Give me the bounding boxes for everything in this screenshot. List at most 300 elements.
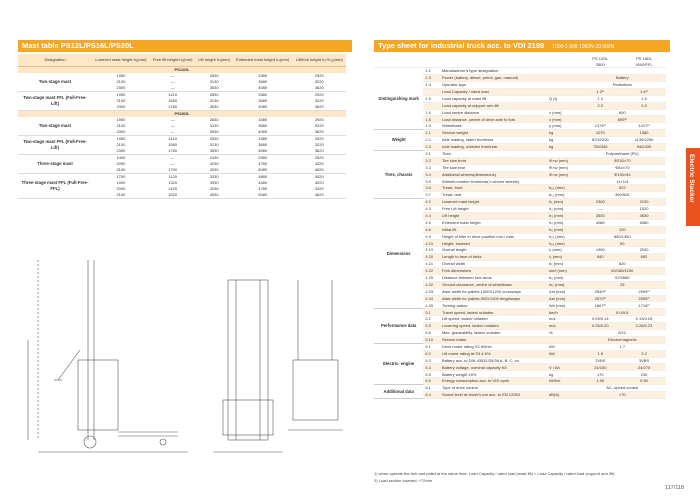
row-description: Tire size,front — [440, 157, 547, 164]
mast-cell: 2100 — [92, 192, 150, 199]
value-a: 870/2200 — [579, 137, 622, 144]
mast-cell: 2520 — [314, 155, 324, 161]
row-unit: kg — [547, 143, 579, 150]
model-header — [622, 56, 666, 68]
mast-cell: 1320 — [168, 180, 178, 186]
row-number: 5.1 — [423, 309, 440, 316]
mast-section-name: PS16DL — [18, 111, 346, 118]
mast-cell: 4080 — [233, 129, 293, 136]
row-number: 4.34 — [423, 295, 440, 302]
mast-cell: 4080 — [233, 148, 293, 155]
row-description: Tread, front — [440, 185, 547, 192]
mast-cell: 2000 — [116, 186, 126, 192]
row-number: 5.10 — [423, 336, 440, 343]
mast-cell: 2100 — [116, 142, 126, 148]
value-a: 600 — [579, 109, 666, 116]
value-b: 892 — [622, 254, 666, 261]
value-a: 2572²⁾ — [579, 295, 622, 302]
mast-cell: 4620 — [293, 192, 346, 199]
row-number: 4.33 — [423, 288, 440, 295]
row-number: 3.7 — [423, 192, 440, 199]
mast-cell: 5080 — [233, 167, 293, 174]
category-label: Additional data — [374, 385, 423, 399]
value-b: 2555²⁾ — [622, 295, 666, 302]
mast-cell: 2190 — [92, 167, 150, 174]
value-a: 1.2¹⁾ — [579, 88, 622, 95]
row-unit — [547, 178, 579, 185]
row-unit: kW — [547, 350, 579, 357]
row-description: Tire size,rear — [440, 164, 547, 171]
row-number: 3.4 — [423, 171, 440, 178]
mast-table-banner — [18, 40, 352, 52]
mast-cell: 1900 — [116, 180, 126, 186]
row-number: 4.5 — [423, 219, 440, 226]
row-number: 6.5 — [423, 371, 440, 378]
mast-cell: 2920 — [314, 92, 324, 98]
value-b: 2.0 — [622, 102, 666, 109]
mast-cell: 2100 — [116, 98, 126, 104]
mast-cell: 2430 — [209, 155, 219, 161]
mast-cell: 3130 — [209, 123, 219, 129]
mast-cell: 4530 — [195, 192, 232, 199]
mast-cell: 3130 — [209, 142, 219, 148]
value-a: 2.0 — [579, 102, 622, 109]
side-tab — [686, 148, 700, 226]
mast-cell: 3220 — [314, 98, 324, 104]
mast-cell: 2830 — [209, 136, 219, 142]
table-row — [374, 343, 666, 350]
row-description: Lift motor rating at S3 4.5% — [440, 350, 547, 357]
mast-cell: — — [170, 161, 175, 167]
row-description: Load capacity at mast lift — [440, 95, 547, 102]
row-description: Fork dimensions — [440, 268, 547, 275]
row-unit: x (mm) — [547, 116, 579, 123]
mast-cell: 3220 — [314, 123, 324, 129]
row-description: Axle loading, unladen front/rear — [440, 143, 547, 150]
row-number: 4.19 — [423, 247, 440, 254]
category-label: Performance data — [374, 309, 423, 343]
type-sheet-subtitle: 1000-1,998 1000N-20,000N — [552, 44, 615, 50]
value-a: 1x+1/4 — [579, 178, 666, 185]
row-unit: b₁₁ (mm) — [547, 192, 579, 199]
category-label: Dimensions — [374, 199, 423, 309]
row-number: 4.9 — [423, 233, 440, 240]
row-number: 1.6 — [423, 109, 440, 116]
row-description: Lift height — [440, 212, 547, 219]
value-a: 1.5 — [579, 350, 622, 357]
mast-cell: 4530 — [195, 167, 232, 174]
mast-cell: 2300 — [92, 104, 150, 111]
row-unit: y (mm) — [547, 123, 579, 130]
mast-cell: 5080 — [233, 192, 293, 199]
mast-cell: 1420 — [168, 186, 178, 192]
mast-table-title: Mast table PS12L/PS16L/PS20L — [22, 41, 134, 50]
value-b: 2100 — [622, 199, 666, 206]
row-description: Height of tiller in drive position min./ max. — [440, 233, 547, 240]
value-a: 25 — [579, 281, 666, 288]
mast-header-cell: Lift height h₃(mm) — [195, 54, 232, 67]
row-description: Aisle width for pallets 1000X1200 crossways — [440, 288, 547, 295]
value-a: 522 — [579, 185, 666, 192]
row-unit: h₁₃ (mm) — [547, 240, 579, 247]
mast-cell: 3380 — [258, 73, 268, 79]
mast-header-cell: Free lift height h₂(mm) — [150, 54, 196, 67]
row-unit — [547, 336, 579, 343]
value-b: 3.2 — [622, 350, 666, 357]
mast-cell: 1760 — [150, 104, 196, 111]
value-b: 1.6¹⁾ — [622, 88, 666, 95]
mast-cell: 3530 — [195, 85, 232, 92]
row-unit — [547, 357, 579, 364]
row-unit: V / Ah — [547, 364, 579, 371]
row-description: Load capacity at support arm lift — [440, 102, 547, 109]
mast-cell: 1560 — [168, 98, 178, 104]
mast-group-label: Two-stage mast FFL (Full-Free-Lift) — [18, 136, 92, 155]
mast-cell: — — [170, 155, 175, 161]
mast-header-cell: Extended mast height h₄(mm) — [233, 54, 293, 67]
mast-cell: 4480 — [258, 180, 268, 186]
row-number: 4.21 — [423, 261, 440, 268]
value-a: 1.00 — [579, 378, 622, 385]
value-a: 120 — [579, 226, 666, 233]
mast-cell: 3530 — [195, 104, 232, 111]
row-number: 6.1 — [423, 343, 440, 350]
mast-cell: 3680 — [258, 98, 268, 104]
value-a: 0.25/0.20 — [579, 323, 622, 330]
mast-cell: 4080 — [233, 104, 293, 111]
type-sheet-table — [374, 56, 666, 399]
value-b: 4530 — [622, 212, 666, 219]
row-unit — [547, 150, 579, 157]
mast-cell: 2830 — [209, 73, 219, 79]
value-b: 0.28/0.23 — [622, 323, 666, 330]
row-number: 6.4 — [423, 364, 440, 371]
value-b: 0.90 — [622, 378, 666, 385]
value-b: 3VBS — [622, 357, 666, 364]
row-description: Turning radius — [440, 302, 547, 309]
row-unit: m/s — [547, 323, 579, 330]
row-description: Wheelbase — [440, 123, 547, 130]
row-unit — [547, 102, 579, 109]
value-a: 2540²⁾ — [579, 288, 622, 295]
row-unit: kWh/h — [547, 378, 579, 385]
row-unit: l₂ (mm) — [547, 254, 579, 261]
mast-cell: 2830 — [209, 92, 219, 98]
row-unit: dB(A) — [547, 392, 579, 399]
row-unit — [547, 75, 579, 82]
mast-cell: 4080 — [233, 85, 293, 92]
value-a: 0.09/0.14 — [579, 316, 622, 323]
row-number: 4.3 — [423, 206, 440, 213]
row-number: 6.3 — [423, 357, 440, 364]
row-description: Max. gradeability, laden/ unladen — [440, 330, 547, 337]
row-number — [423, 88, 440, 95]
mast-cell: 3530 — [195, 148, 232, 155]
row-description: Initial lift — [440, 226, 547, 233]
row-description: Free Lift height — [440, 206, 547, 213]
value-a: 1.7 — [579, 343, 666, 350]
value-a: 3530 — [579, 212, 622, 219]
row-number: 5.8 — [423, 330, 440, 337]
model-variant: 4000/FFL — [635, 61, 653, 67]
mast-header-cell: Lowered mast height h₁(mm) — [92, 54, 150, 67]
row-unit: h₁₄ (mm) — [547, 233, 579, 240]
table-row — [374, 199, 666, 206]
mast-cell: 4020 — [314, 180, 324, 186]
row-unit: s/e/l (mm) — [547, 268, 579, 275]
row-number: 4.32 — [423, 281, 440, 288]
row-description: Height, lowered — [440, 240, 547, 247]
row-number — [423, 102, 440, 109]
row-number: 8.4 — [423, 392, 440, 399]
value-a: 2VBS — [579, 357, 622, 364]
value-b: 0.13/0.25 — [622, 316, 666, 323]
row-unit: kg — [547, 137, 579, 144]
row-description: Tires — [440, 150, 547, 157]
mast-cell: 2830 — [209, 117, 219, 123]
value-a: Pedestrian — [579, 81, 666, 88]
mast-cell: 4780 — [258, 161, 268, 167]
row-number: 4.20 — [423, 254, 440, 261]
mast-cell: 3680 — [258, 79, 268, 85]
value-b: 1520 — [622, 206, 666, 213]
row-description: Distance between fork-arms — [440, 274, 547, 281]
row-number: 4.22 — [423, 268, 440, 275]
row-unit: h₂ (mm) — [547, 206, 579, 213]
row-unit: % — [547, 330, 579, 337]
value-a: Φ84×70 — [579, 164, 666, 171]
value-a: 820 — [579, 261, 666, 268]
row-unit: km/h — [547, 309, 579, 316]
row-description: Load distance ,centre of drive axle to fork — [440, 116, 547, 123]
value-a: 60/180/1150 — [579, 268, 666, 275]
row-description: Battery voltage, nominal capacity K5 — [440, 364, 547, 371]
row-description: Energy consumption acc. to VDI cycle — [440, 378, 547, 385]
row-description: Type of drive control — [440, 385, 547, 392]
row-unit — [547, 88, 579, 95]
value-b: 1417²⁾ — [622, 123, 666, 130]
header-spacer — [547, 56, 579, 68]
row-number: 3.6 — [423, 185, 440, 192]
row-description: Overall length — [440, 247, 547, 254]
row-unit: kW — [547, 343, 579, 350]
row-description: Aisle width for pallets 800X1200 lengthways — [440, 295, 547, 302]
mast-cell: 3530 — [195, 129, 232, 136]
mast-cell: 1950 — [116, 136, 126, 142]
mast-group-label: Three-stage mast FFL (Full-Free-FFL) — [18, 174, 92, 199]
table-row — [374, 130, 666, 137]
row-number: 3.2 — [423, 157, 440, 164]
header-spacer — [423, 56, 440, 68]
row-description: Battery acc. to DIN 43531/35/36 A, B, C, no — [440, 357, 547, 364]
mast-cell: 3420 — [314, 174, 324, 180]
mast-group-label: Two-stage mast — [18, 117, 92, 136]
mast-cell: 1410 — [168, 92, 178, 98]
row-description: Extended mast height — [440, 219, 547, 226]
row-number: 1.5 — [423, 95, 440, 102]
value-a: <70 — [579, 392, 666, 399]
value-a: 695²⁾ — [579, 116, 666, 123]
value-a: Φ130×54 — [579, 171, 666, 178]
row-unit: b₅ (mm) — [547, 274, 579, 281]
row-number: 1.4 — [423, 81, 440, 88]
row-description: Load Capacity / rated load — [440, 88, 547, 95]
mast-cell: 1760 — [150, 148, 196, 155]
mast-cell: 3620 — [293, 129, 346, 136]
row-unit: Ast (mm) — [547, 288, 579, 295]
row-number: 1.8 — [423, 116, 440, 123]
row-unit: Φ×w (mm) — [547, 171, 579, 178]
mast-cell: 3130 — [209, 79, 219, 85]
row-unit: Wa (mm) — [547, 302, 579, 309]
model-name: PS 12DL — [592, 56, 609, 61]
row-number: 2.1 — [423, 130, 440, 137]
mast-cell: 2920 — [314, 136, 324, 142]
header-spacer — [440, 56, 547, 68]
value-a: 5.0/5.5 — [579, 309, 666, 316]
row-number: 5.2 — [423, 316, 440, 323]
value-a: 170 — [579, 371, 622, 378]
mast-cell: 3380 — [258, 117, 268, 123]
footnote-2: 2) Load section lowered: +72mm — [374, 478, 433, 483]
row-number: 3.1 — [423, 150, 440, 157]
mast-group-label: Three-stage mast — [18, 155, 92, 174]
category-label: Weight — [374, 130, 423, 151]
value-a: 8/12 — [579, 330, 666, 337]
row-description: Wheels,number front/rear(×=driven wheels) — [440, 178, 547, 185]
value-a: 1667²⁾ — [579, 302, 622, 309]
category-label: Tires, chassis — [374, 150, 423, 198]
mast-cell: 1560 — [168, 142, 178, 148]
mast-cell: 1120 — [168, 174, 177, 180]
row-unit: Ast (mm) — [547, 295, 579, 302]
row-unit: Φ×w (mm) — [547, 164, 579, 171]
value-b: 940/430 — [622, 143, 666, 150]
model-header — [579, 56, 622, 68]
type-sheet-banner — [374, 40, 670, 52]
mast-cell: 2920 — [314, 117, 324, 123]
value-a: 90 — [579, 240, 666, 247]
mast-cell: 1410 — [168, 136, 178, 142]
mast-cell: 3130 — [209, 98, 219, 104]
value-a: Φ230×70 — [579, 157, 666, 164]
mast-cell: 2300 — [92, 85, 150, 92]
mast-cell: 3880 — [258, 174, 268, 180]
row-number: 6.2 — [423, 350, 440, 357]
mast-cell: 3330 — [209, 174, 219, 180]
row-unit: h₄ (mm) — [547, 219, 579, 226]
mast-cell: — — [170, 117, 175, 123]
row-unit: h₅ (mm) — [547, 226, 579, 233]
mast-cell: 2300 — [92, 129, 150, 136]
mast-cell: 1950 — [116, 92, 126, 98]
mast-cell: 2100 — [116, 79, 126, 85]
row-number: 4.15 — [423, 240, 440, 247]
mast-cell: 4320 — [314, 186, 324, 192]
page-number: 117/118 — [664, 485, 684, 491]
mast-cell: 1700 — [116, 174, 126, 180]
mast-cell: 1520 — [150, 192, 196, 199]
mast-section-name: PS12DL — [18, 67, 346, 74]
value-a: AC- speed control — [579, 385, 666, 392]
row-unit: h₁ (mm) — [547, 199, 579, 206]
row-unit: kg — [547, 130, 579, 137]
mast-cell: 1950 — [116, 117, 126, 123]
mast-cell: 4320 — [314, 161, 324, 167]
type-sheet-title: Type sheet for industrial truck acc. to VDI 2198 — [378, 41, 545, 50]
mast-cell: 2920 — [314, 73, 324, 79]
row-number: 3.5 — [423, 178, 440, 185]
row-number: 2.2 — [423, 137, 440, 144]
row-description: Overall width — [440, 261, 547, 268]
value-a — [579, 68, 666, 75]
footnote-1: 1) when operate the fork and pallet at the same time: Load Capacity / rated load (mast lift) < Load Capacity / rated load (support arm lift) — [374, 471, 615, 476]
truck-dimension-drawing — [18, 240, 358, 468]
row-unit: c (mm) — [547, 109, 579, 116]
row-description: Sound level at driver's ear acc. to EN 12053 — [440, 392, 547, 399]
row-unit: Φ×w (mm) — [547, 157, 579, 164]
mast-cell: 4780 — [258, 186, 268, 192]
value-a: Electromagnetic — [579, 336, 666, 343]
row-description: Tread, rear — [440, 192, 547, 199]
header-spacer — [374, 56, 423, 68]
mast-table-header — [18, 54, 346, 67]
row-unit: m₂ (mm) — [547, 281, 579, 288]
value-a: 4080 — [579, 219, 622, 226]
row-description: Load centre distance — [440, 109, 547, 116]
mast-cell: 2090 — [116, 161, 126, 167]
table-row — [374, 385, 666, 392]
mast-cell: 4230 — [209, 186, 219, 192]
mast-cell: 1950 — [116, 73, 126, 79]
value-b: 2040 — [622, 247, 666, 254]
row-description: Lowering speed, laden/ unladen — [440, 323, 547, 330]
row-unit: Q (t) — [547, 95, 579, 102]
value-a: 390/526 — [579, 192, 666, 199]
row-description: Manufacturer's type designation — [440, 68, 547, 75]
row-number: 1.2 — [423, 68, 440, 75]
table-row — [374, 309, 666, 316]
value-b: 2594²⁾ — [622, 288, 666, 295]
table-row — [374, 150, 666, 157]
value-a: 1070 — [579, 130, 622, 137]
row-description: Additional wheels(dimensions) — [440, 171, 547, 178]
mast-cell: 4230 — [209, 161, 219, 167]
value-b: 230 — [622, 371, 666, 378]
row-number: 8.1 — [423, 385, 440, 392]
value-a: Polyurethane (PU) — [579, 150, 666, 157]
side-tab-label: Electric Stacker — [688, 154, 695, 203]
row-number: 6.6 — [423, 378, 440, 385]
mast-group-label: Two-stage mast — [18, 73, 92, 92]
row-description: Lowered mast height — [440, 199, 547, 206]
mast-cell: — — [150, 129, 196, 136]
row-description: Length to face of forks — [440, 254, 547, 261]
row-unit: b₁ (mm) — [547, 261, 579, 268]
value-b: 24/270 — [622, 364, 666, 371]
value-a: 2300 — [579, 199, 622, 206]
value-a: 570/685 — [579, 274, 666, 281]
mast-group-label: Two-stage mast FFL (Full-Free-Lift) — [18, 92, 92, 111]
mast-cell: — — [150, 85, 196, 92]
mast-header-cell: Designation — [18, 54, 92, 67]
row-description: Lift speed, laden/ unladen — [440, 316, 547, 323]
row-unit — [547, 385, 579, 392]
row-number: 4.4 — [423, 212, 440, 219]
mast-cell: 3220 — [314, 142, 324, 148]
value-a: 840 — [579, 254, 622, 261]
mast-cell: — — [170, 79, 175, 85]
